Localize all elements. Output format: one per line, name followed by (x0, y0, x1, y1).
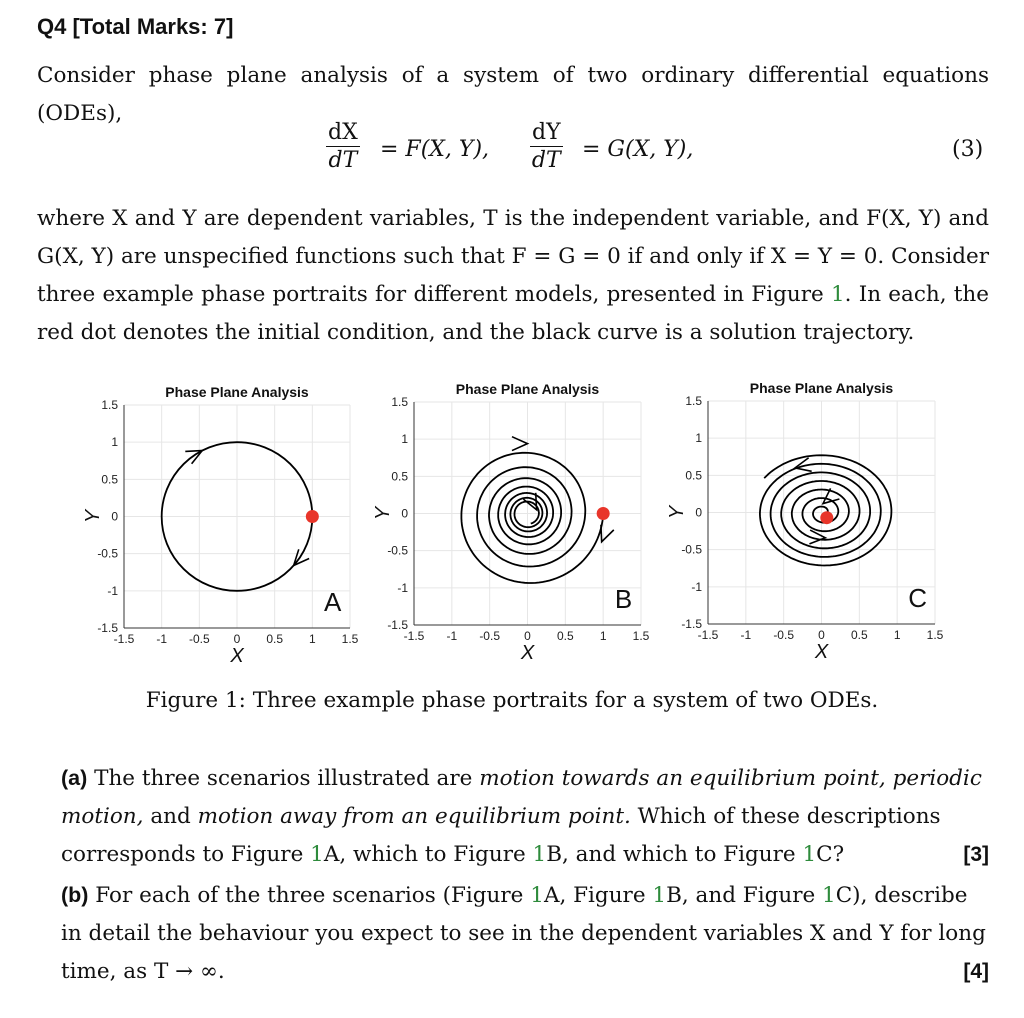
y-tick-label: -0.5 (387, 543, 408, 558)
figure-caption: Figure 1: Three example phase portraits for a system of two ODEs. (145, 688, 879, 713)
y-tick-label: 1 (401, 432, 408, 447)
x-tick-label: 1 (599, 629, 607, 643)
figure-reference[interactable]: 1 (652, 883, 667, 908)
x-tick-label: 0.5 (266, 632, 284, 646)
x-tick-label: -1 (446, 629, 458, 643)
x-tick-label: 0 (524, 629, 531, 643)
y-tick-label: -1 (107, 583, 118, 598)
y-tick-label: -1 (397, 580, 408, 595)
panel-b (372, 381, 650, 664)
panel-c (666, 380, 944, 663)
equation-number: (3) (952, 137, 984, 162)
part-a-marks: [3] (963, 843, 989, 866)
panel-label: B (614, 583, 633, 614)
panel-title: Phase Plane Analysis (165, 384, 309, 400)
y-tick-label: -1.5 (97, 621, 118, 635)
x-tick-label: 0.5 (850, 628, 868, 642)
x-tick-label: -1 (156, 632, 168, 646)
trajectory-curve (760, 455, 892, 565)
y-tick-label: 0.5 (391, 469, 408, 484)
x-axis-label: X (520, 642, 535, 664)
x-tick-label: 1.5 (632, 629, 650, 643)
y-tick-label: -1 (691, 579, 702, 594)
y-tick-label: -1.5 (387, 618, 408, 632)
question-heading: Q4 [Total Marks: 7] (37, 14, 234, 39)
x-tick-label: -0.5 (773, 628, 795, 642)
y-tick-label: 1.5 (685, 394, 702, 408)
x-tick-label: 1 (893, 628, 901, 642)
panel-a (82, 384, 359, 667)
y-tick-label: -1.5 (681, 617, 702, 631)
equation-rhs-1: = F(X, Y), (380, 137, 490, 162)
panel-title: Phase Plane Analysis (455, 381, 600, 397)
x-tick-label: -1.5 (697, 628, 719, 642)
phase-portraits-figure (0, 370, 1024, 680)
y-tick-label: 0 (111, 509, 118, 524)
y-tick-label: -0.5 (681, 542, 702, 557)
y-tick-label: 0.5 (685, 468, 702, 483)
x-tick-label: 1 (308, 632, 316, 646)
x-tick-label: -1.5 (113, 632, 135, 646)
y-tick-label: 1.5 (391, 395, 408, 409)
x-tick-label: -1.5 (403, 629, 425, 643)
x-tick-label: 0 (233, 632, 241, 646)
part-b: (b) For each of the three scenarios (Figure 1A, Figure 1B, and Figure 1C), describe in detail the behaviour you expect to see in the dependent variables X and Y for long time, as T → ∞. (61, 883, 986, 984)
x-axis-label: X (814, 641, 829, 663)
figure-reference[interactable]: 1 (310, 842, 324, 867)
initial-condition-dot (597, 507, 610, 520)
x-axis-label: X (230, 645, 244, 667)
figure-reference[interactable]: 1 (530, 883, 544, 908)
y-axis-label: Y (666, 505, 688, 520)
figure-reference[interactable]: 1 (802, 842, 817, 867)
y-tick-label: -0.5 (97, 546, 118, 561)
equation-fraction-2: $\frac{dY}{dT}$ (531, 120, 561, 173)
figure-reference[interactable]: 1 (830, 282, 845, 307)
y-tick-label: 1 (695, 431, 702, 446)
y-tick-label: 0 (695, 505, 702, 520)
y-tick-label: 0.5 (101, 472, 118, 487)
panel-label: A (324, 586, 342, 617)
x-tick-label: -1 (740, 628, 752, 642)
y-axis-label: Y (372, 506, 394, 521)
trajectory-curve (461, 453, 603, 583)
initial-condition-dot (306, 510, 319, 523)
x-tick-label: 1.5 (341, 632, 359, 646)
panel-title: Phase Plane Analysis (749, 380, 894, 396)
equation-fraction-1: $\frac{dX}{dT}$ (328, 120, 358, 173)
figure-reference[interactable]: 1 (822, 883, 836, 908)
x-tick-label: 0.5 (556, 629, 574, 643)
y-axis-label: Y (82, 509, 104, 524)
x-tick-label: -0.5 (479, 629, 501, 643)
equation-rhs-2: = G(X, Y), (582, 137, 694, 162)
x-tick-label: 0 (818, 628, 825, 642)
part-b-marks: [4] (963, 960, 989, 983)
y-tick-label: 1.5 (101, 398, 118, 412)
description-paragraph: where X and Y are dependent variables, T is the independent variable, and F(X, Y) and G(X, Y) are unspecified functions such that F = G = 0 if and only if X = Y = 0. Consider three example phase portraits for different models, presented in Figure 1. In each, the red dot denotes the initial condition, and the black curve is a solution trajectory. (37, 206, 990, 345)
y-tick-label: 1 (111, 435, 118, 450)
intro-text: Consider phase plane analysis of a system of two ordinary differential equations (ODEs), (37, 63, 989, 126)
initial-condition-dot (820, 511, 833, 524)
part-a: (a) The three scenarios illustrated are motion towards an equilibrium point, periodic motion, and motion away from an equilibrium point. Which of these descriptions corresponds to Figure 1A, which to Figure 1B, and which to Figure 1C? (61, 766, 982, 867)
x-tick-label: -0.5 (188, 632, 210, 646)
figure-reference[interactable]: 1 (532, 842, 547, 867)
y-tick-label: 0 (401, 506, 408, 521)
equation (0, 120, 1024, 190)
x-tick-label: 1.5 (926, 628, 944, 642)
panel-label: C (908, 582, 927, 613)
